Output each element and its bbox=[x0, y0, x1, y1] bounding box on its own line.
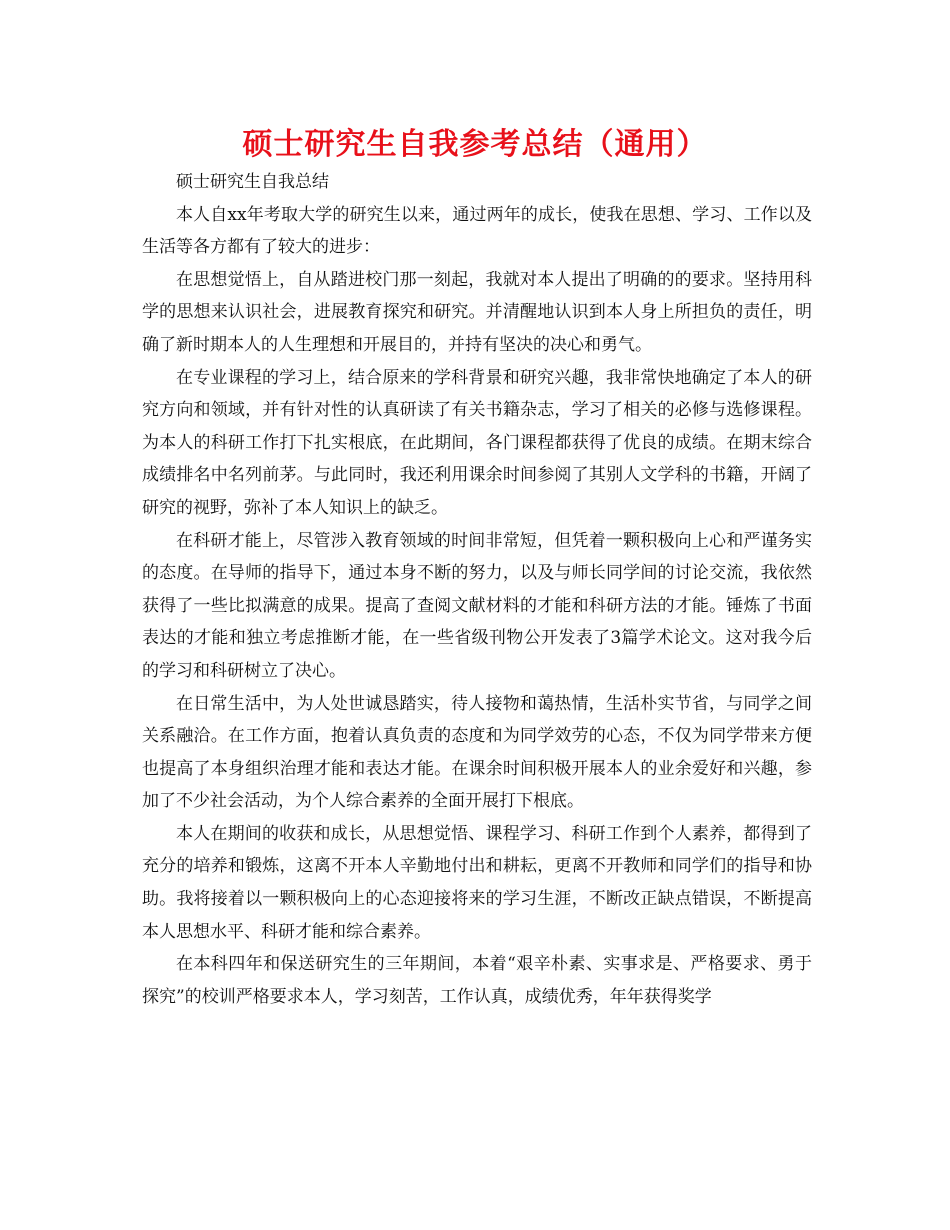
paragraph-undergraduate: 在本科四年和保送研究生的三年期间，本着“艰辛朴素、实事求是、严格要求、勇于探究”的校训严格要求本人，学习刻苦，工作认真，成绩优秀，年年获得奖学 bbox=[142, 954, 812, 1007]
document-body bbox=[142, 166, 812, 1013]
paragraph-research: 在科研才能上，尽管涉入教育领域的时间非常短，但凭着一颗积极向上心和严谨务实的态度。在导师的指导下，通过本身不断的努力，以及与师长同学间的讨论交流，我依然获得了一些比拟满意的成果。提高了查阅文献材料的才能和科研方法的才能。锤炼了书面表达的才能和独立考虑推断才能，在一些省级刊物公开发表了3篇学术论文。这对我今后的学习和科研树立了决心。 bbox=[142, 530, 812, 681]
paragraph-daily-life: 在日常生活中，为人处世诚恳踏实，待人接物和蔼热情，生活朴实节省，与同学之间关系融洽。在工作方面，抱着认真负责的态度和为同学效劳的心态，不仅为同学带来方便也提高了本身组织治理才能和表达才能。在课余时间积极开展本人的业余爱好和兴趣，参加了不少社会活动，为个人综合素养的全面开展打下根底。 bbox=[142, 693, 812, 812]
document-title: 硕士研究生自我参考总结（通用） bbox=[242, 127, 708, 162]
paragraph-growth: 本人在期间的收获和成长，从思想觉悟、课程学习、科研工作到个人素养，都得到了充分的培养和锻炼，这离不开本人辛勤地付出和耕耘，更离不开教师和同学们的指导和协助。我将接着以一颗积极向上的心态迎接将来的学习生涯，不断改正缺点错误，不断提高本人思想水平、科研才能和综合素养。 bbox=[142, 823, 812, 942]
paragraph-coursework: 在专业课程的学习上，结合原来的学科背景和研究兴趣，我非常快地确定了本人的研究方向和领域，并有针对性的认真研读了有关书籍杂志，学习了相关的必修与选修课程。为本人的科研工作打下扎实根底，在此期间，各门课程都获得了优良的成绩。在期末综合成绩排名中名列前茅。与此同时，我还利用课余时间参阅了其别人文学科的书籍，开阔了研究的视野，弥补了本人知识上的缺乏。 bbox=[142, 367, 812, 518]
paragraph-intro: 本人自xx年考取大学的研究生以来，通过两年的成长，使我在思想、学习、工作以及生活等各方都有了较大的进步： bbox=[142, 204, 812, 258]
paragraph-thought: 在思想觉悟上，自从踏进校门那一刻起，我就对本人提出了明确的的要求。坚持用科学的思想来认识社会，进展教育探究和研究。并清醒地认识到本人身上所担负的责任，明确了新时期本人的人生理想和开展目的，并持有坚决的决心和勇气。 bbox=[142, 269, 812, 355]
paragraph-subtitle: 硕士研究生自我总结 bbox=[176, 172, 329, 192]
